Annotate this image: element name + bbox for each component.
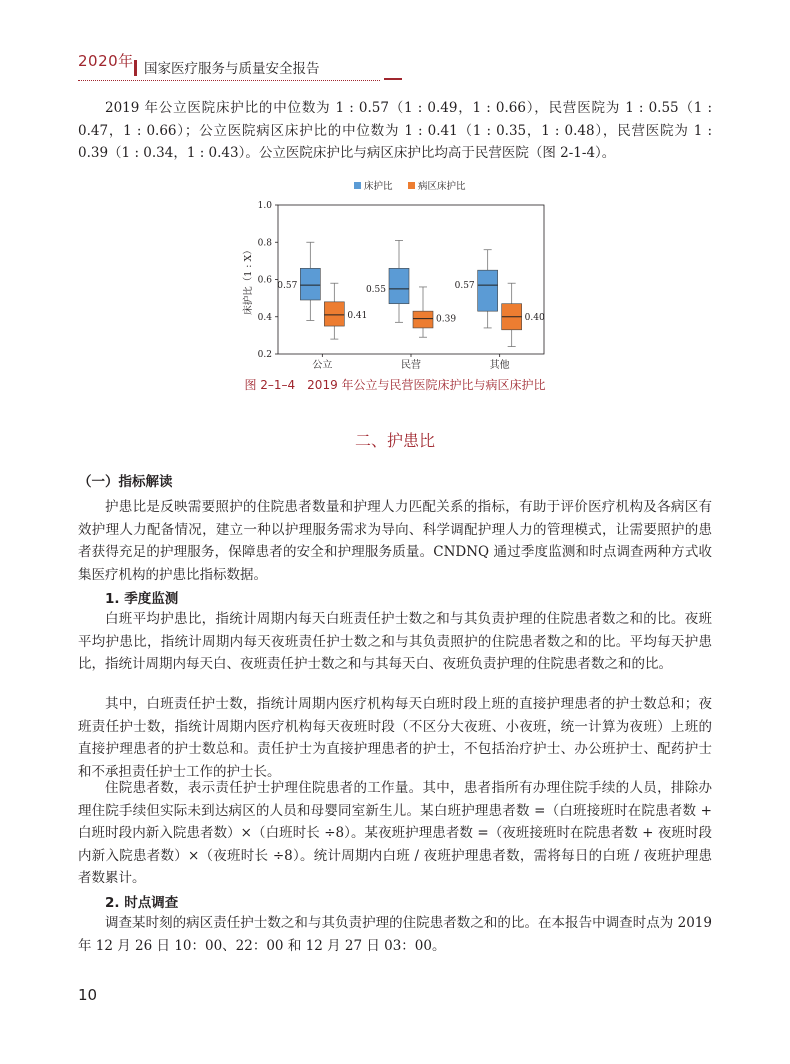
- subsub-quarterly: 1. 季度监测: [105, 591, 179, 607]
- chart-legend: [354, 180, 466, 192]
- y-tick-label: 0.8: [257, 238, 272, 249]
- header-accent: [384, 78, 402, 80]
- x-tick-label: 公立: [312, 360, 333, 371]
- quarterly-paragraph-1: 白班平均护患比，指统计周期内每天白班责任护士数之和与其负责护理的住院患者数之和的比。夜班平均护患比，指统计周期内每天夜班责任护士数之和与其负责照护的住院患者数之和的比。平均每天护患比，指统计周期内每天白、夜班责任护士数之和与其每天白、夜班负责护理的住院患者数之和的比。: [78, 611, 712, 673]
- subsub-timepoint: 2. 时点调查: [105, 895, 179, 911]
- quarterly-paragraph-3: 住院患者数，表示责任护士护理住院患者的工作量。其中，患者指所有办理住院手续的人员，排除办理住院手续但实际未到达病区的人员和母婴同室新生儿。某白班护理患者数 =（白班接班时在院患者数 + 白班时段内新入院患者数）×（白班时长 ÷8）。某夜班护理患者数 =（夜班接班时在院患者数 + 夜班时段内新入院患者数）×（夜班时长 ÷8）。统计周期内白班 / 夜班护理患者数，需将每日的白班 / 夜班护理患者数累计。: [78, 780, 712, 887]
- subsection-title: （一）指标解读: [78, 474, 173, 490]
- page-number: 10: [78, 986, 98, 1004]
- y-tick-label: 1.0: [257, 201, 272, 211]
- median-label: 0.41: [347, 310, 368, 321]
- box-body: [478, 270, 498, 311]
- box-2-3: [502, 283, 545, 346]
- y-tick-label: 0.4: [257, 312, 272, 323]
- chart-marks: [277, 240, 545, 346]
- median-label: 0.57: [454, 281, 475, 292]
- median-label: 0.57: [277, 281, 298, 292]
- box-body: [300, 268, 320, 300]
- y-tick-label: 0.2: [257, 350, 272, 360]
- x-tick-label: 民营: [401, 360, 421, 371]
- y-axis-label: 床护比（1 : X）: [243, 245, 254, 315]
- legend-swatch-series1: [354, 182, 361, 189]
- header-divider: [134, 60, 137, 76]
- median-label: 0.39: [436, 314, 457, 325]
- legend-swatch-series2: [408, 182, 415, 189]
- box-body: [324, 302, 344, 326]
- timepoint-paragraph: 调查某时刻的病区责任护士数之和与其负责护理的住院患者数之和的比。在本报告中调查时点为 2019 年 12 月 26 日 10：00、22：00 和 12 月 27 日 03：00。: [78, 915, 712, 954]
- legend-label-series2: 病区床护比: [418, 181, 466, 192]
- box-1-3: [455, 250, 498, 328]
- definition-paragraph: 护患比是反映需要照护的住院患者数量和护理人力匹配关系的指标，有助于评价医疗机构及各病区有效护理人力配备情况，建立一种以护理服务需求为导向、科学调配护理人力的管理模式，让需要照护的患者获得充足的护理服务，保障患者的安全和护理服务质量。CNDNQ 通过季度监测和时点调查两种方式收集医疗机构的护患比指标数据。: [78, 499, 712, 583]
- header-year: 2020年: [78, 52, 134, 70]
- legend-label-series1: 床护比: [364, 181, 393, 192]
- intro-paragraph: 2019 年公立医院床护比的中位数为 1 : 0.57（1 : 0.49，1 : 0.66），民营医院为 1 : 0.55（1 : 0.47，1 : 0.66）；公立医院病区床护比的中位数为 1 : 0.41（1 : 0.35，1 : 0.48），民营医院为 1 : 0.39（1 : 0.34，1 : 0.43）。公立医院床护比与病区床护比均高于民营医院（图 2-1-4）。: [78, 100, 712, 162]
- median-label: 0.40: [524, 312, 545, 323]
- box-body: [389, 268, 409, 303]
- boxplot-chart: [226, 172, 566, 372]
- box-2-1: [324, 283, 367, 339]
- median-label: 0.55: [365, 284, 386, 295]
- x-tick-label: 其他: [489, 360, 510, 371]
- box-body: [413, 311, 433, 328]
- box-1-1: [277, 242, 320, 320]
- header-title: 国家医疗服务与质量安全报告: [144, 61, 320, 77]
- section-heading: 二、护患比: [354, 431, 435, 450]
- box-1-2: [366, 240, 409, 322]
- y-tick-label: 0.6: [257, 275, 272, 286]
- y-ticks: [258, 201, 278, 360]
- figure-caption: 图 2–1–4 2019 年公立与民营医院床护比与病区床护比: [244, 378, 546, 392]
- box-2-2: [413, 287, 456, 337]
- x-categories: [312, 354, 509, 371]
- quarterly-paragraph-2: 其中，白班责任护士数，指统计周期内医疗机构每天白班时段上班的直接护理患者的护士数总和；夜班责任护士数，指统计周期内医疗机构每天夜班时段（不区分大夜班、小夜班，统一计算为夜班）上班的直接护理患者的护士数总和。责任护士为直接护理患者的护士，不包括治疗护士、办公班护士、配药护士和不承担责任护士工作的护士长。: [78, 696, 712, 780]
- header-rule: [78, 80, 380, 81]
